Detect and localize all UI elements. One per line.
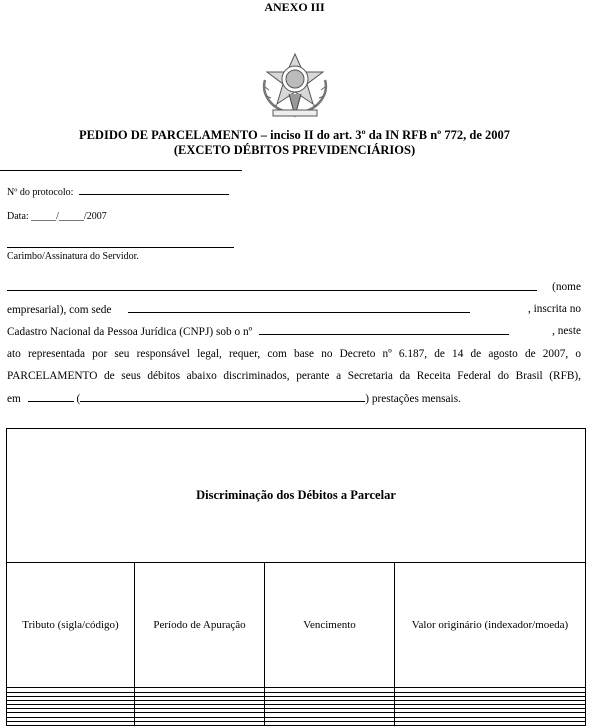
column-header-vencimento: Vencimento [265, 562, 395, 688]
request-text: em [7, 393, 21, 405]
table-cell[interactable] [135, 721, 265, 725]
company-name-blank[interactable] [7, 280, 537, 291]
request-text: empresarial), com sede [7, 304, 112, 316]
request-text: Cadastro Nacional da Pessoa Jurídica (CNPJ) sob o nº [7, 326, 253, 338]
signature-label: Carimbo/Assinatura do Servidor. [7, 251, 139, 262]
section-divider [0, 170, 242, 171]
request-line-1 [7, 280, 581, 295]
column-header-periodo: Período de Apuração [135, 562, 265, 688]
title-line-2: (EXCETO DÉBITOS PREVIDENCIÁRIOS) [173, 143, 416, 157]
signature-line[interactable] [7, 247, 234, 248]
request-line-5: PARCELAMENTO de seus débitos abaixo discriminados, perante a Secretaria da Receita Federal do Brasil (RFB), [7, 370, 581, 382]
brazil-coat-of-arms-icon [255, 50, 335, 118]
date-label: Data: [7, 211, 29, 222]
table-cell[interactable] [395, 721, 586, 725]
title-line-1: PEDIDO DE PARCELAMENTO – inciso II do art. 3º da IN RFB nº 772, de 2007 [78, 128, 511, 142]
request-line-3 [7, 324, 581, 339]
document-title [0, 128, 589, 158]
table-cell[interactable] [265, 721, 395, 725]
request-text: ( [76, 393, 81, 405]
request-line-2 [7, 302, 581, 317]
date-field[interactable] [7, 211, 107, 222]
request-line-4: ato representada por seu responsável legal, requer, com base no Decreto nº 6.187, de 14 de agosto de 2007, o [7, 348, 581, 360]
request-text: , inscrita no [527, 303, 581, 315]
table-row [7, 721, 586, 725]
annex-title: ANEXO III [264, 0, 325, 14]
request-line-6 [7, 391, 581, 406]
installments-number-blank[interactable] [28, 391, 74, 402]
cnpj-blank[interactable] [259, 324, 509, 335]
column-header-tributo: Tributo (sigla/código) [7, 562, 135, 688]
address-blank[interactable] [128, 302, 470, 313]
request-text: , neste [552, 325, 581, 337]
request-text: ) prestações mensais. [365, 393, 461, 405]
installments-words-blank[interactable] [80, 391, 365, 402]
table-cell[interactable] [7, 721, 135, 725]
debt-rows [7, 688, 586, 726]
date-blanks[interactable]: _____/_____/2007 [31, 211, 107, 222]
column-header-valor: Valor originário (indexador/moeda) [395, 562, 586, 688]
protocol-blank[interactable] [79, 185, 229, 195]
table-caption: Discriminação dos Débitos a Parcelar [7, 429, 586, 563]
protocol-label: Nº do protocolo: [7, 187, 74, 198]
debts-table [6, 428, 586, 726]
protocol-field[interactable] [7, 185, 229, 198]
request-text: (nome [552, 281, 581, 293]
